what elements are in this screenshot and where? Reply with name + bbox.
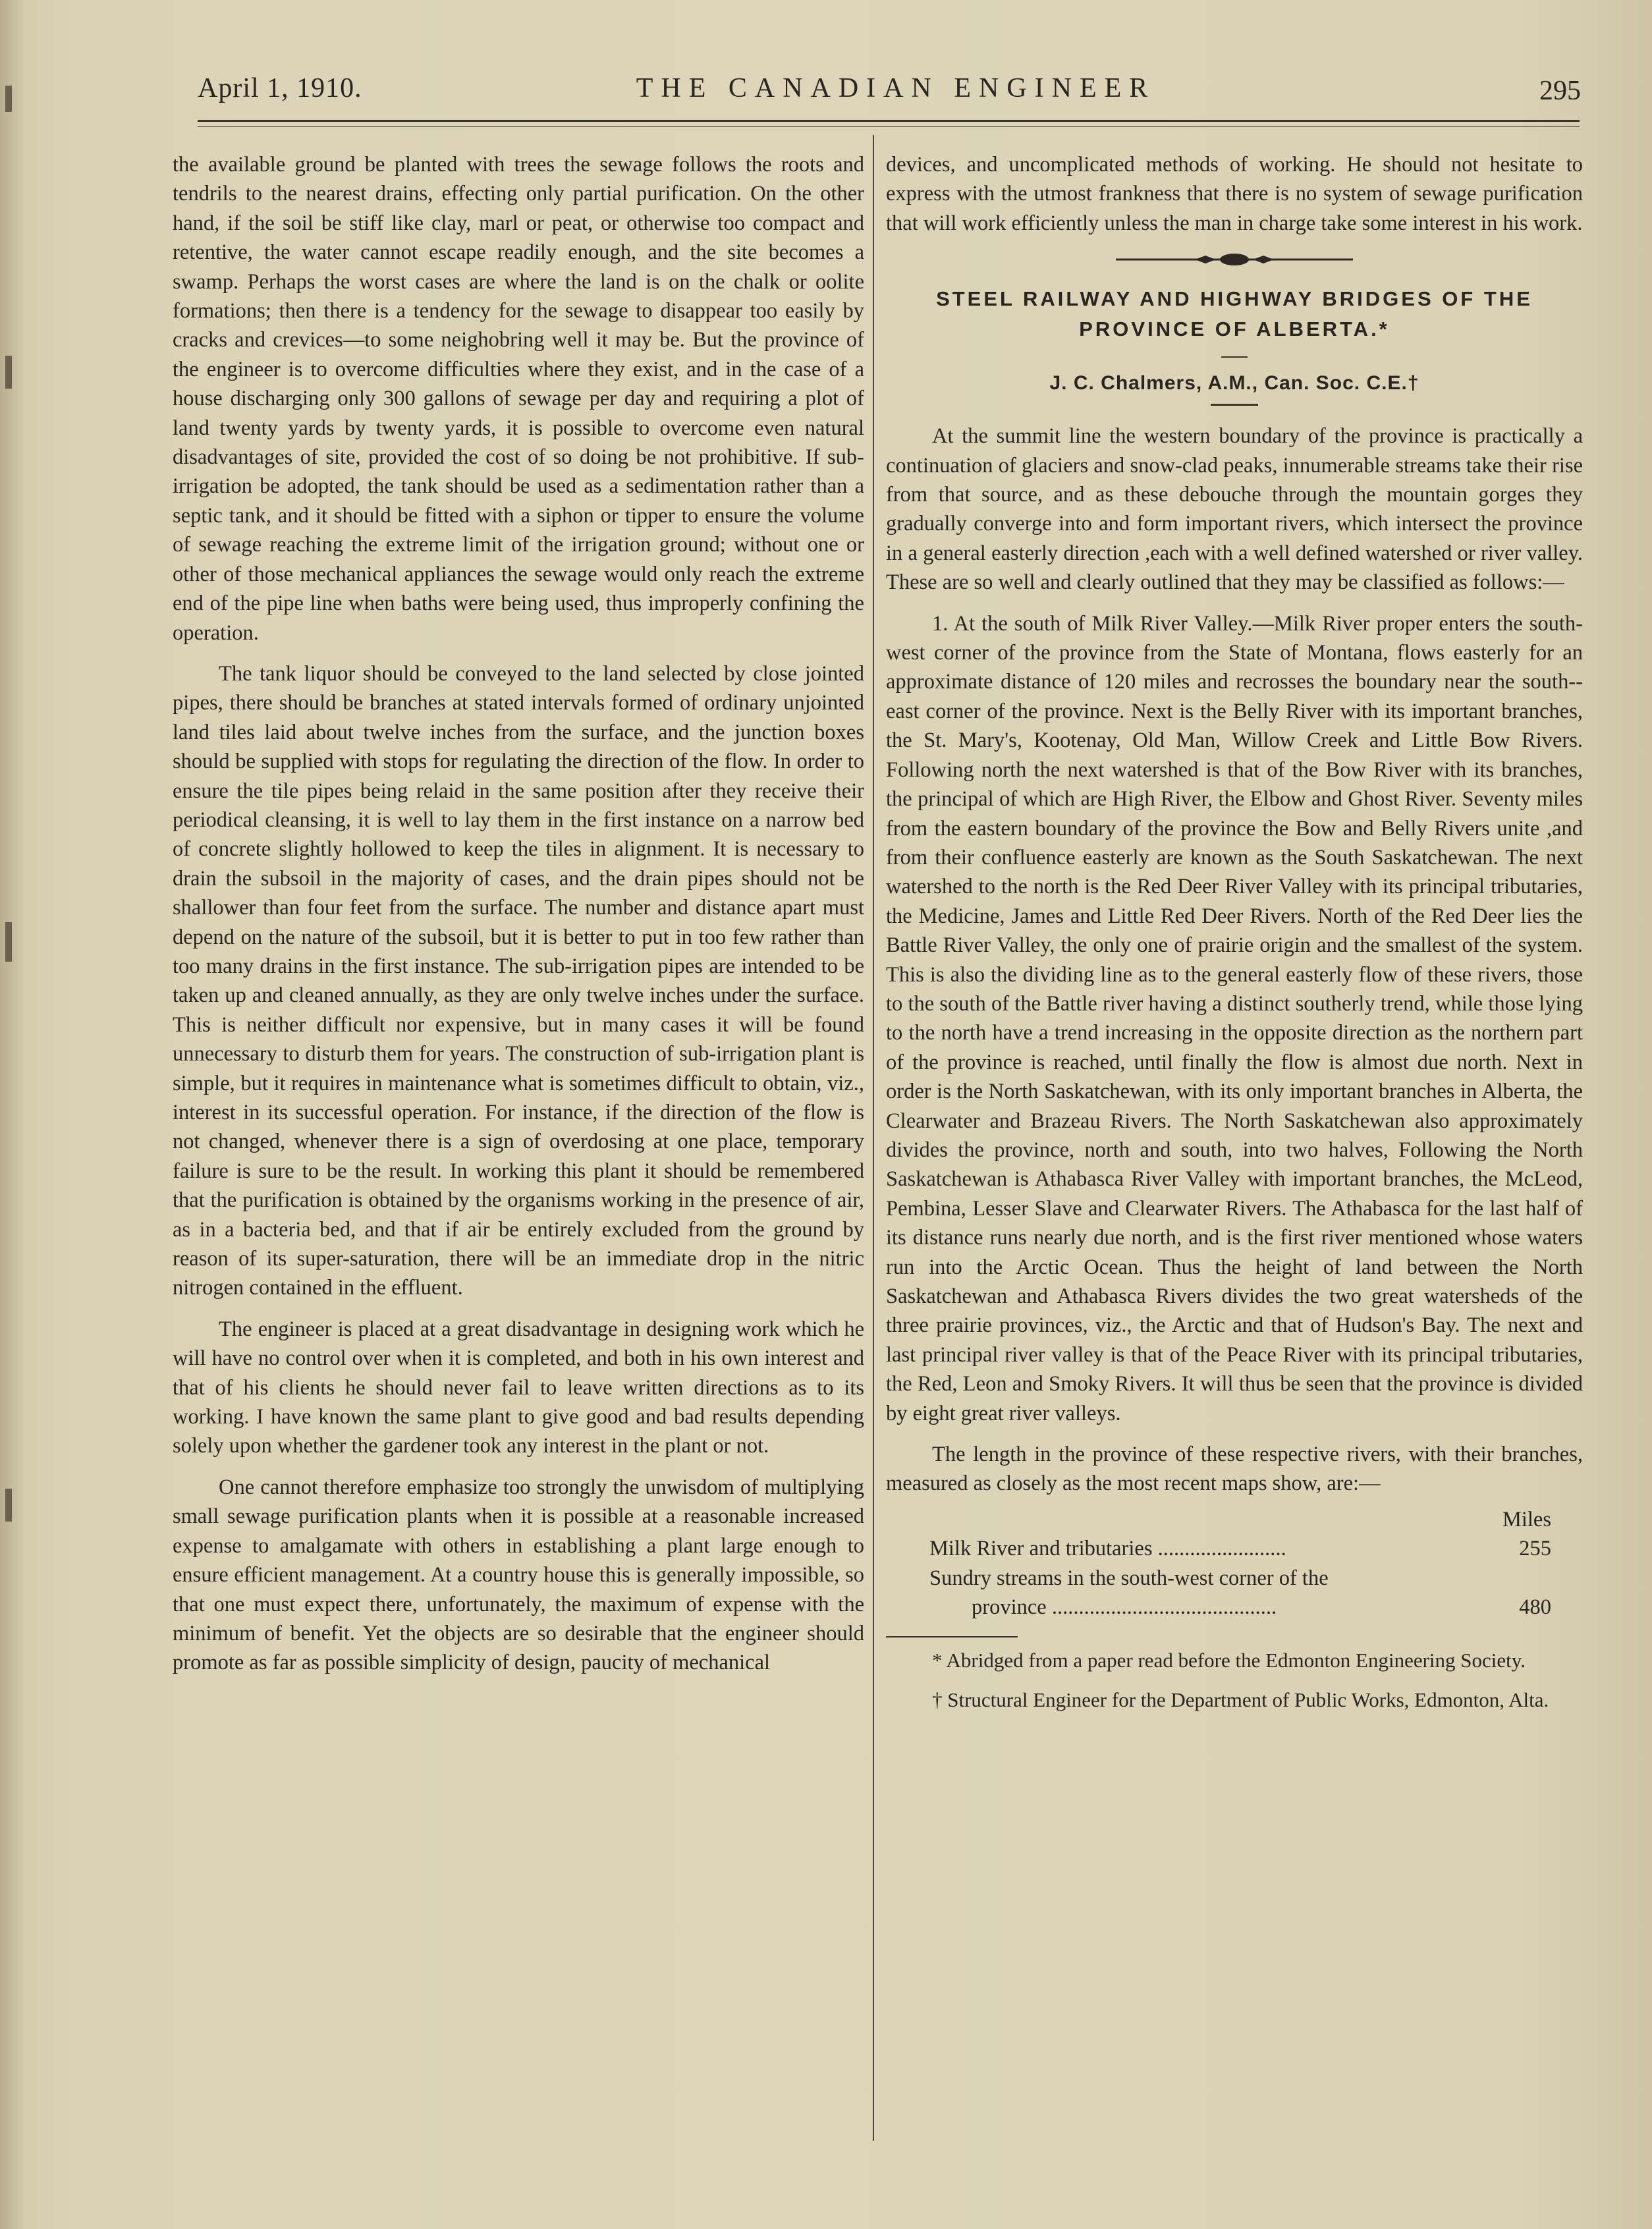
title-dash	[886, 348, 1583, 362]
table-row-value: 255	[1519, 1537, 1551, 1561]
article-title: STEEL RAILWAY AND HIGHWAY BRIDGES OF THE PROVINCE OF ALBERTA.*	[936, 287, 1533, 341]
table-row-label: Sundry streams in the south-west corner of the	[929, 1566, 1329, 1590]
table-row-value: 480	[1519, 1595, 1551, 1620]
binding-mark	[5, 86, 12, 112]
body-paragraph: 1. At the south of Milk River Valley.—Milk River proper enters the south-west corner of the province from the State of Montana, flows easterly for an approximate distance of 120 miles and recrosses the boundary near the south--east corner of the province. Next is the Belly River with its important branches, the St. Mary's, Kootenay, Old Man, Willow Creek and Little Bow Rivers. Following north the next watershed is that of the Bow River with its branches, the principal of which are High River, the Elbow and Ghost River. Seventy miles from the eastern boundary of the province the Bow and Belly Rivers unite ,and from their confluence easterly are known as the South Saskatchewan. The next watershed to the north is the Red Deer River Valley with its principal tributaries, the Medicine, James and Little Red Deer Rivers. North of the Red Deer lies the Battle River Valley, the only one of prairie origin and the smallest of the system. This is also the dividing line as to the general easterly flow of these rivers, those to the south of the Battle river having a distinct southerly trend, while those lying to the north have a trend increasing in the opposite direction as the northern part of the province is reached, until finally the flow is almost due north. Next in order is the North Saskatchewan, with its only important branches in Alberta, the Clearwater and Brazeau Rivers. The North Saskatchewan also approximately divides the province, north and south, into two halves, Following the North Saskatchewan is Athabasca River Valley with important branches, the McLeod, Pembina, Lesser Slave and Clearwater Rivers. The Athabasca for the last half of its distance runs nearly due north, and is the first river mentioned whose waters run into the Arctic Ocean. Thus the height of land between the North Saskatchewan and Athabasca Rivers divides the two great watersheds of the three prairie provinces, viz., the Arctic and that of Hudson's Bay. The next and last principal river valley is that of the Peace River with its principal tributaries, the Red, Leon and Smoky Rivers. It will thus be seen that the province is divided by eight great river valleys.	[886, 611, 1583, 1425]
header-rule-thin	[198, 126, 1580, 127]
header-date: April 1, 1910.	[198, 73, 362, 103]
body-paragraph: The tank liquor should be conveyed to the land selected by close jointed pipes, there should be branches at stated intervals formed of ordinary unjointed land tiles laid about twelve inches from the surface, and the junction boxes should be supplied with stops for regulating the direction of the flow. In order to ensure the tile pipes being relaid in the same position after they receive their periodical cleansing, it is well to lay them in the first instance on a narrow bed of concrete slightly hollowed to keep the tiles in alignment. It is necessary to drain the subsoil in the majority of cases, and the drain pipes should not be shallower than four feet from the surface. The number and distance apart must depend on the nature of the subsoil, but it is better to put in too few rather than too many drains in the first instance. The sub-irrigation pipes are intended to be taken up and cleaned annually, as they are only twelve inches under the surface. This is neither difficult nor expensive, but in many cases it will be found unnecessary to disturb them for years. The construction of sub-irrigation plant is simple, but it requires in maintenance what is sometimes difficult to obtain, viz., interest in its successful operation. For instance, if the direction of the flow is not changed, whenever there is a sign of overdosing at one place, temporary failure is sure to be the result. In working this plant it should be remembered that the purification is obtained by the organisms working in the presence of air, as in a bacteria bed, and that if air be entirely excluded from the ground by reason of its super-saturation, there will be an immediate drop in the nitric nitrogen contained in the effluent.	[173, 661, 864, 1300]
article-author: J. C. Chalmers, A.M., Can. Soc. C.E.†	[1049, 372, 1419, 395]
footnote: * Abridged from a paper read before the Edmonton Engineering Society.	[932, 1649, 1526, 1672]
running-header	[198, 72, 1581, 112]
binding-mark	[5, 1489, 12, 1522]
binding-mark	[5, 356, 12, 389]
footnote: † Structural Engineer for the Department of Public Works, Edmonton, Alta.	[932, 1688, 1549, 1712]
table-unit-header: Miles	[1502, 1507, 1551, 1531]
ornament-rule-icon	[1116, 250, 1353, 269]
footnote-rule	[886, 1636, 1018, 1637]
author-rule	[1211, 404, 1258, 406]
table-row-continuation	[886, 1593, 1583, 1622]
body-paragraph: the available ground be planted with trees the sewage follows the roots and tendrils to the nearest drains, effecting only partial purification. On the other hand, if the soil be stiff like clay, marl or peat, or otherwise too compact and retentive, the water cannot escape readily enough, and the site becomes a swamp. Perhaps the worst cases are where the land is on the chalk or oolite formations; then there is a tendency for the sewage to disappear too easily by cracks and crevices—to some neighobring well it may be. But the province of the engineer is to overcome difficulties where they exist, and in the case of a house discharging only 300 gallons of sewage per day and requiring a plot of land twenty yards by twenty yards, it is possible to overcome even natural disadvantages of site, provided the cost of so doing be not prohibitive. If sub-irrigation be adopted, the tank should be used as a sedimentation rather than a septic tank, and it should be fitted with a siphon or tipper to ensure the volume of sewage reaching the extreme limit of the irrigation ground; without one or other of those mechanical appliances the sewage would only reach the extreme end of the pipe line when baths were being used, thus improperly confining the operation.	[173, 153, 864, 645]
journal-title: THE CANADIAN ENGINEER	[636, 73, 1156, 103]
continued-paragraph: devices, and uncomplicated methods of working. He should not hesitate to express with the utmost frankness that there is no system of sewage purification that will work efficiently unless the man in charge take some interest in his work.	[886, 153, 1583, 235]
left-column	[173, 150, 864, 1678]
column-divider	[873, 135, 874, 2141]
binding-mark	[5, 922, 12, 962]
table-row-label-continued: province ..........................................	[972, 1595, 1277, 1620]
table-row	[886, 1564, 1583, 1593]
page-number: 295	[1539, 76, 1581, 106]
table-row	[886, 1534, 1583, 1563]
right-column	[886, 150, 1583, 1714]
body-paragraph: The length in the province of these respective rivers, with their branches, measured as closely as the most recent maps show, are:—	[886, 1443, 1583, 1496]
section-ornament	[886, 250, 1583, 269]
body-paragraph: The engineer is placed at a great disadvantage in designing work which he will have no control over when it is completed, and both in his own interest and that of his clients he should never fail to leave written directions as to its working. I have known the same plant to give good and bad results depending solely upon whether the gardener took any interest in the plant or not.	[173, 1317, 864, 1458]
body-paragraph: At the summit line the western boundary of the province is practically a continuation of glaciers and snow-clad peaks, innumerable streams take their rise from that source, and as these debouche through the mountain gorges they gradually converge into and form important rivers, which intersect the province in a general easterly direction ,each with a well defined watershed or river valley. These are so well and clearly outlined that they may be classified as follows:—	[886, 424, 1583, 595]
body-paragraph: One cannot therefore emphasize too strongly the unwisdom of multiplying small sewage purification plants when it is possible at a reasonable increased expense to amalgamate with others in establishing a plant large enough to ensure efficient management. At a country house this is generally impossible, so that one must expect there, unfortunately, the maximum of expense with the minimum of benefit. Yet the objects are so desirable that the engineer should promote as far as possible simplicity of design, paucity of mechanical	[173, 1475, 864, 1675]
header-rule	[198, 120, 1580, 122]
table-row-label: Milk River and tributaries ........................	[929, 1537, 1286, 1561]
